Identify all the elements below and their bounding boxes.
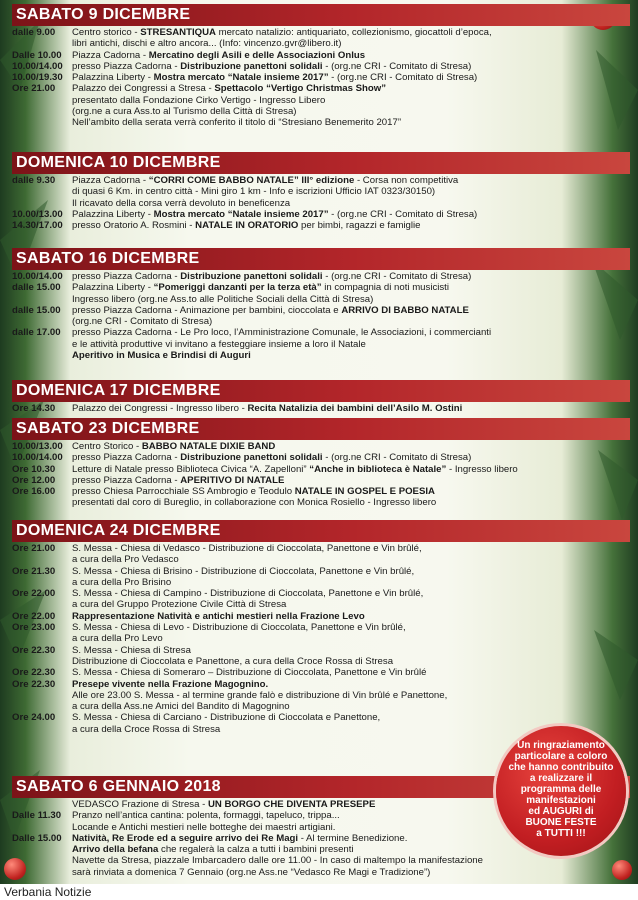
event-row [12,50,630,61]
event-row [12,61,630,72]
event-description [72,305,630,328]
section-header-text: SABATO 6 GENNAIO 2018 [16,778,221,795]
event-text: Centro storico - [72,27,141,38]
event-time: Dalle 15.00 [12,832,62,844]
event-description [72,622,630,645]
thanks-line: ed AUGURI di [528,806,594,817]
event-text: Palazzo dei Congressi a Stresa - [72,83,215,95]
event-text: presentato dalla Fondazione Cirko Vertigo - Ingresso Libero [72,94,326,106]
thanks-line: che hanno contribuito [508,762,614,773]
event-line [72,27,630,38]
event-line [72,271,630,282]
thanks-line: a realizzare il [529,773,593,784]
section-sabato-16-dicembre [12,248,630,361]
event-text: Palazzina Liberty - [72,208,154,220]
section-header-text: DOMENICA 24 DICEMBRE [16,522,221,539]
event-description [72,566,630,589]
event-line [72,83,630,94]
event-text: in compagnia di noti musicisti [321,282,449,294]
footer-credit: Verbania Notizie [4,885,92,899]
event-line [72,95,630,106]
event-highlight: “Pomeriggi danzanti per la terza età” [153,282,322,294]
event-line [72,679,630,690]
event-description [72,175,630,209]
event-time: Ore 21.00 [12,83,56,95]
event-text: Letture di Natale presso Biblioteca Civica “A. Zapelloni” [72,463,310,475]
event-line [72,50,630,61]
event-row [12,566,630,589]
section-header-text: SABATO 23 DICEMBRE [16,420,200,437]
event-line [72,441,630,452]
event-text: per bimbi, ragazzi e famiglie [298,220,421,232]
event-time: Ore 14.30 [12,403,56,414]
event-highlight: Presepe vivente nella Frazione Magognino. [72,678,269,690]
event-line [72,106,630,117]
event-text: presso Chiesa Parrocchiale SS Ambrogio e Teodulo [72,486,295,498]
event-text: a cura della Pro Brisino [72,576,172,588]
section-header-text: DOMENICA 17 DICEMBRE [16,382,221,399]
event-text: S. Messa - Chiesa di Campino - Distribuzione di Cioccolata, Panettone e Vin brûlé, [72,588,424,600]
event-time: Ore 23.00 [12,622,56,634]
section-header [12,418,630,440]
section-header [12,380,630,402]
event-text: (org.ne CRI - Comitato di Stresa) [72,316,213,328]
event-text: Palazzina Liberty - [72,282,154,294]
event-row [12,209,630,220]
event-line [72,588,630,599]
thanks-line: BUONE FESTE [525,817,597,828]
event-row [12,622,630,645]
event-time: Ore 22.00 [12,610,56,622]
event-row [12,452,630,463]
event-description [72,72,630,83]
event-line [72,633,630,644]
event-line [72,350,630,361]
event-line [72,611,630,622]
event-text: di quasi 6 Km. in centro città - Mini giro 1 km - Info e iscrizioni Ufficio IAT 0323/30150) [72,186,436,198]
event-description [72,209,630,220]
event-text: presso Piazza Cadorna - [72,452,181,464]
event-text: a cura del Gruppo Protezione Civile Città di Stresa [72,599,287,611]
event-time: Ore 10.30 [12,463,56,475]
event-time: Ore 22.30 [12,667,56,679]
event-highlight: ARRIVO DI BABBO NATALE [341,304,469,316]
event-description [72,441,630,452]
event-time: Ore 22.30 [12,678,56,690]
event-text: presentati dal coro di Bureglio, in collaborazione con Monica Rosiello - Ingresso libero [72,497,437,509]
event-time: 10.00/13.00 [12,441,63,452]
section-header [12,152,630,174]
thanks-line: programma delle [520,784,602,795]
event-highlight: Recita Natalizia dei bambini dell’Asilo M. Ostini [247,403,463,414]
event-text: - Al termine Benedizione. [298,832,408,844]
event-text: e le attività produttive vi invitano a festeggiare insieme a loro il Natale [72,338,366,350]
event-row [12,327,630,361]
event-line [72,305,630,316]
event-text: sarà rinviata a domenica 7 Gennaio (org.ne Ass.ne “Vedasco Re Magi e Tradizione”) [72,866,431,878]
event-row [12,543,630,566]
event-text: libri antichi, dischi e altro ancora... (Info: vincenzo.gvr@libero.it) [72,38,342,50]
event-time: Ore 22.00 [12,588,56,600]
event-highlight: Distribuzione panettoni solidali [180,271,323,282]
event-row [12,27,630,50]
event-description [72,327,630,361]
event-text: mercato natalizio: antiquariato, collezionismo, giocattoli d’epoca, [215,27,492,38]
event-row [12,305,630,328]
event-description [72,464,630,475]
event-text: S. Messa - Chiesa di Carciano - Distribuzione di Cioccolata e Panettone, [72,712,381,724]
event-description [72,220,630,231]
event-text: Navette da Stresa, piazzale Imbarcadero dalle ore 11.00 - In caso di maltempo la manifestazione [72,855,483,867]
event-description [72,588,630,611]
event-line [72,622,630,633]
event-time: 10.00/14.00 [12,452,63,464]
event-line [72,117,630,128]
event-highlight: Mercatino degli Asili e delle Associazioni Onlus [148,49,366,61]
event-time: 10.00/14.00 [12,60,63,72]
event-highlight: Spettacolo “Vertigo Christmas Show” [214,83,387,95]
event-highlight: Mostra mercato “Natale insieme 2017” [153,208,329,220]
event-time: dalle 9.00 [12,27,56,38]
event-time: Ore 24.00 [12,712,56,724]
event-text: - (org.ne CRI - Comitato di Stresa) [322,271,472,282]
event-text: Ingresso libero (org.ne Ass.to alle Politiche Sociali della Città di Stresa) [72,293,374,305]
event-highlight: NATALE IN GOSPEL E POESIA [294,486,435,498]
event-description [72,645,630,668]
event-time: Ore 21.00 [12,543,56,554]
event-row [12,175,630,209]
event-line [72,198,630,209]
event-text: - (org.ne CRI - Comitato di Stresa) [328,72,478,84]
event-line [72,175,630,186]
event-text: (org.ne a cura Ass.to al Turismo della Città di Stresa) [72,106,297,118]
event-line [72,667,630,678]
event-highlight: Rappresentazione Natività e antichi mestieri nella Frazione Levo [72,610,365,622]
event-line [72,316,630,327]
event-line [72,867,630,878]
event-line [72,452,630,463]
event-time: Ore 22.30 [12,644,56,656]
event-highlight: “Anche in biblioteca è Natale” [309,463,447,475]
event-row [12,475,630,486]
section-header [12,4,630,26]
thanks-line: a TUTTI !!! [536,828,586,839]
event-line [72,186,630,197]
event-text: S. Messa - Chiesa di Brisino - Distribuzione di Cioccolata, Panettone e Vin brûlé, [72,565,415,577]
event-highlight: UN BORGO CHE DIVENTA PRESEPE [207,799,376,810]
event-line [72,61,630,72]
section-header [12,248,630,270]
event-line [72,543,630,554]
event-text: a cura della Ass.ne Amici del Bandito di Magognino [72,701,290,713]
event-highlight: BABBO NATALE DIXIE BAND [141,441,276,452]
event-line [72,645,630,656]
event-line [72,701,630,712]
event-text: che regalerà la calza a tutti i bambini presenti [158,844,354,856]
event-highlight: “CORRI COME BABBO NATALE” III° edizione [148,175,355,186]
event-highlight: Mostra mercato “Natale insieme 2017” [153,72,329,84]
event-time: Ore 16.00 [12,486,56,498]
event-row [12,403,630,414]
event-line [72,327,630,338]
event-description [72,543,630,566]
event-row [12,645,630,668]
section-sabato-23-dicembre [12,418,630,509]
section-domenica-17-dicembre [12,380,630,414]
event-text: Palazzina Liberty - [72,72,154,84]
event-text: a cura della Croce Rossa di Stresa [72,723,221,735]
thanks-line: manifestazioni [526,795,596,806]
section-domenica-24-dicembre [12,520,630,735]
event-line [72,656,630,667]
event-line [72,554,630,565]
event-text: Locande e Antichi mestieri nelle botteghe dei maestri artigiani. [72,821,336,833]
section-header-text: SABATO 16 DICEMBRE [16,250,200,267]
event-description [72,27,630,50]
event-description [72,83,630,128]
event-text: S. Messa - Chiesa di Someraro – Distribuzione di Cioccolata, Panettone e Vin brûlé [72,667,427,679]
event-line [72,294,630,305]
event-description [72,452,630,463]
event-description [72,667,630,678]
event-text: presso Piazza Cadorna - [72,271,181,282]
event-text: Palazzo dei Congressi - Ingresso libero - [72,403,248,414]
event-line [72,38,630,49]
event-row [12,679,630,713]
event-text: presso Piazza Cadorna - Animazione per bambini, cioccolata e [72,304,342,316]
event-description [72,475,630,486]
event-description [72,50,630,61]
event-text: S. Messa - Chiesa di Levo - Distribuzione di Cioccolata, Panettone e Vin brûlé, [72,622,406,634]
event-time [12,799,72,810]
event-line [72,855,630,866]
event-text: - Corsa non competitiva [354,175,459,186]
event-highlight: APERITIVO DI NATALE [180,474,285,486]
event-highlight: NATALE IN ORATORIO [195,220,299,232]
event-row [12,486,630,509]
event-row [12,441,630,452]
event-row [12,611,630,622]
event-text: Distribuzione di Cioccolata e Panettone, a cura della Croce Rossa di Stresa [72,655,394,667]
event-text: Piazza Cadorna - [72,175,149,186]
event-time: 10.00/19.30 [12,72,63,84]
event-line [72,464,630,475]
event-line [72,209,630,220]
event-line [72,220,630,231]
event-highlight: Natività, Re Erode ed a seguire arrivo dei Re Magi [72,832,299,844]
event-line [72,475,630,486]
section-header-text: DOMENICA 10 DICEMBRE [16,154,221,171]
event-text: Nell’ambito della serata verrà conferito il titolo di “Stresiano Benemerito 2017” [72,117,402,129]
event-time: dalle 15.00 [12,282,61,294]
event-text: presso Piazza Cadorna - [72,474,181,486]
event-description [72,403,630,414]
event-highlight: Distribuzione panettoni solidali [180,452,323,464]
section-header [12,520,630,542]
event-highlight: Distribuzione panettoni solidali [180,60,323,72]
event-row [12,271,630,282]
event-text: presso Piazza Cadorna - [72,60,181,72]
event-text: Alle ore 23.00 S. Messa - al termine grande falò e distribuzione di Vin brûlé e Panettone, [72,689,448,701]
event-row [12,83,630,128]
event-time: dalle 15.00 [12,304,61,316]
section-sabato-9-dicembre [12,4,630,129]
event-row [12,667,630,678]
event-time: dalle 17.00 [12,327,61,339]
event-text: Piazza Cadorna - [72,49,149,61]
event-line [72,566,630,577]
event-description [72,611,630,622]
event-time: 10.00/13.00 [12,208,63,220]
event-text: VEDASCO Frazione di Stresa - [72,799,208,810]
event-description [72,61,630,72]
event-line [72,72,630,83]
thanks-line: Un ringraziamento [517,740,605,751]
event-text: - (org.ne CRI - Comitato di Stresa) [328,208,478,220]
event-time: dalle 9.30 [12,175,56,186]
event-text: - (org.ne CRI - Comitato di Stresa) [322,60,472,72]
section-header-text: SABATO 9 DICEMBRE [16,6,191,23]
section-domenica-10-dicembre [12,152,630,231]
event-time: Dalle 11.30 [12,810,62,822]
event-text: a cura della Pro Levo [72,633,163,645]
event-line [72,339,630,350]
event-line [72,497,630,508]
event-time: Dalle 10.00 [12,49,62,61]
event-description [72,486,630,509]
thanks-badge [496,726,626,856]
event-line [72,712,630,723]
event-row [12,72,630,83]
event-row [12,588,630,611]
event-highlight: Arrivo della befana [72,844,159,856]
event-row [12,282,630,305]
event-time: Ore 21.30 [12,565,56,577]
event-description [72,282,630,305]
event-line [72,599,630,610]
event-row [12,220,630,231]
event-description [72,679,630,713]
event-time: Ore 12.00 [12,474,56,486]
thanks-line: particolare a coloro [514,751,608,762]
event-text: Centro Storico - [72,441,142,452]
event-text: presso Piazza Cadorna - Le Pro loco, l’Amministrazione Comunale, le Associazioni, i commercianti [72,327,492,339]
event-highlight: Aperitivo in Musica e Brindisi di Auguri [72,350,251,362]
event-description [72,271,630,282]
event-text: a cura della Pro Vedasco [72,554,179,566]
event-text: Pranzo nell’antica cantina: polenta, formaggi, tapeluco, trippa... [72,810,340,822]
event-text: - Ingresso libero [446,463,518,475]
event-time: 14.30/17.00 [12,220,63,232]
event-line [72,403,630,414]
event-highlight: STRESANTIQUA [140,27,216,38]
event-text: - (org.ne CRI - Comitato di Stresa) [322,452,472,464]
event-text: S. Messa - Chiesa di Vedasco - Distribuzione di Cioccolata, Panettone e Vin brûlé, [72,543,422,554]
event-text: Il ricavato della corsa verrà devoluto in beneficenza [72,197,291,209]
event-line [72,577,630,588]
event-line [72,282,630,293]
event-text: S. Messa - Chiesa di Stresa [72,644,191,656]
event-line [72,690,630,701]
event-text: presso Oratorio A. Rosmini - [72,220,196,232]
event-line [72,486,630,497]
event-row [12,464,630,475]
event-time: 10.00/14.00 [12,271,63,282]
